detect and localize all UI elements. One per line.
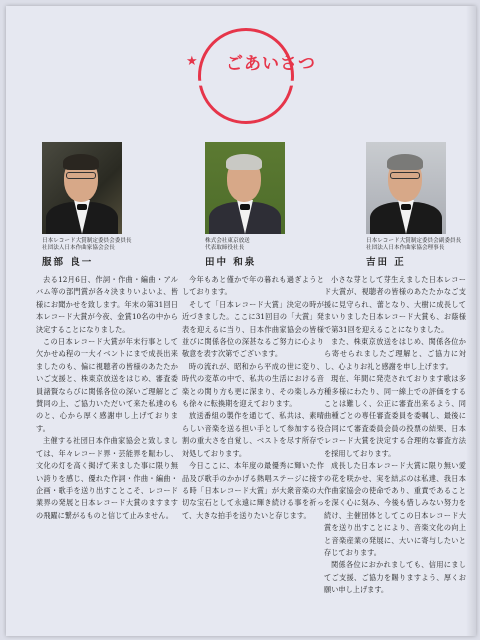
paragraph: 去る12月6日、作詞・作曲・編曲・アルバム等の部門賞が各々決まりいよいよ、皆様にお聞かせを致します。年末の第31回日本レコード大賞が今夜、金賞10名の中から決定することになりました。 — [36, 275, 178, 334]
paragraph: そして「日本レコード大賞」決定の時が近づきました。ここに31回目の「大賞」発表を迎えるに当り、日本作曲家協会の皆様並びに関係各位の深甚なるご努力に心より敬意を表す次第でございます。 — [182, 299, 324, 359]
person-title: 社団法人日本作曲家協会会長 — [42, 245, 115, 251]
person-name: 田中 和泉 — [205, 257, 257, 268]
paragraph: また、株東京放送をはじめ、関係各位から寄せられましたご理解と、ご協力に対し、心よりお礼と感謝を申し上げます。 — [324, 337, 466, 371]
paragraph: 今年もあと僅かで年の暮れも過ぎようとしております。 — [182, 275, 324, 297]
person-name: 服部 良一 — [42, 257, 94, 268]
message-column-tanaka — [182, 274, 324, 522]
person-card-yoshida — [366, 142, 461, 268]
person-caption — [205, 238, 285, 268]
page-spine-shadow — [466, 6, 476, 636]
person-card-hattori — [42, 142, 132, 268]
page — [6, 6, 476, 636]
person-title: 日本レコード大賞制定委員会委員長 — [42, 238, 132, 244]
person-title: 株式会社東京放送 — [205, 238, 250, 244]
paragraph: 小さな芽として芽生えました日本レコード大賞が、視聴者の皆様のあたたかなご支援に見守られ、蕾となり、大樹に成長してまいりました日本レコード大賞も、お蔭様で第31回を迎えることになりました。 — [324, 275, 466, 334]
paragraph: 主催する社団日本作曲家協会と致しましては、年々レコード界・芸能界を賑わし、文化の灯を高く掲げて来ました事に限り無い誇りを感じ、優れた作詞・作曲・編曲・企画・歌手を送り出すことこそ、レコード業界の発展と日本レコード大賞のますますの飛躍に繋がるものと信じて止みません。 — [36, 436, 178, 520]
header — [186, 28, 326, 98]
person-title: 代表取締役社長 — [205, 245, 245, 251]
person-name: 吉田 正 — [366, 257, 406, 268]
paragraph: 関係各位におかれましても、信用にましてご支援、ご協力を賜りますよう、厚くお願い申し上げます。 — [324, 560, 466, 595]
paragraph: この日本レコード大賞が年末行事として欠かせぬ程の一大イベントにまで成長出来ましたのも、偏に視聴者の皆様のあたたかいご支援と、株東京放送をはじめ、審査委員諸賢ならびに関係各位の深いご理解とご賛同の上、ご協力いただいて来た私達のものと、心から厚く感謝申し上げております。 — [36, 337, 178, 433]
star-icon: ★ — [186, 54, 198, 69]
person-title: 社団法人日本作曲家協会理事長 — [366, 245, 445, 251]
portrait-photo — [366, 142, 446, 234]
portrait-photo — [42, 142, 122, 234]
person-caption — [42, 238, 132, 268]
paragraph: 現在、年間に発売されております歌は多種多様にわたり、同一線上での評価をすることは難しく、公正に審査出来るよう、同曲種ごとの専任審査委員を委嘱し、最後に合同にて審査委員会員の投票の結果、日本レコード大賞を決定する合理的な審査方法を採用しております。 — [324, 374, 466, 458]
message-column-hattori — [36, 274, 178, 522]
paragraph: 放送番組の製作を通じて、私共は、素晴らしい音楽を送る担い手として参加する役割の重大さを自覚し、ベストを尽す所存で対処しております。 — [182, 411, 324, 458]
person-card-tanaka — [205, 142, 285, 268]
person-caption — [366, 238, 461, 268]
paragraph: 時の流れが、昭和から平成の世に変り、時代の変革の中で、私共の生活における音楽との関り方も更に深まり、その楽しみ方も徐々に転換期を迎えております。 — [182, 361, 324, 409]
person-title: 日本レコード大賞制定委員会副委員長 — [366, 238, 462, 244]
paragraph: 成長した日本レコード大賞に限り無い愛の花を咲かせ、実を結ぶのは私達、我日本作曲家協会の使命であり、重責であることを深く心に刻み、今後も惜しみない努力を続け、主催団体としてこの日本レコード大賞を送り出すことにより、音楽文化の向上と音楽産業の発展に、大いに寄与したいと存じております。 — [324, 461, 466, 557]
page-title: ごあいさつ — [226, 54, 316, 74]
message-column-yoshida — [324, 274, 466, 597]
portrait-photo — [205, 142, 285, 234]
paragraph: 今日ここに、本年度の最優秀に輝いた作品及び歌手のかかげる熱唱ステージに接する時「日本レコード大賞」が大衆音楽の大切な宝石として永遠に輝き続ける事を祈って、大きな拍手を送りたいと存じます。 — [182, 461, 324, 520]
